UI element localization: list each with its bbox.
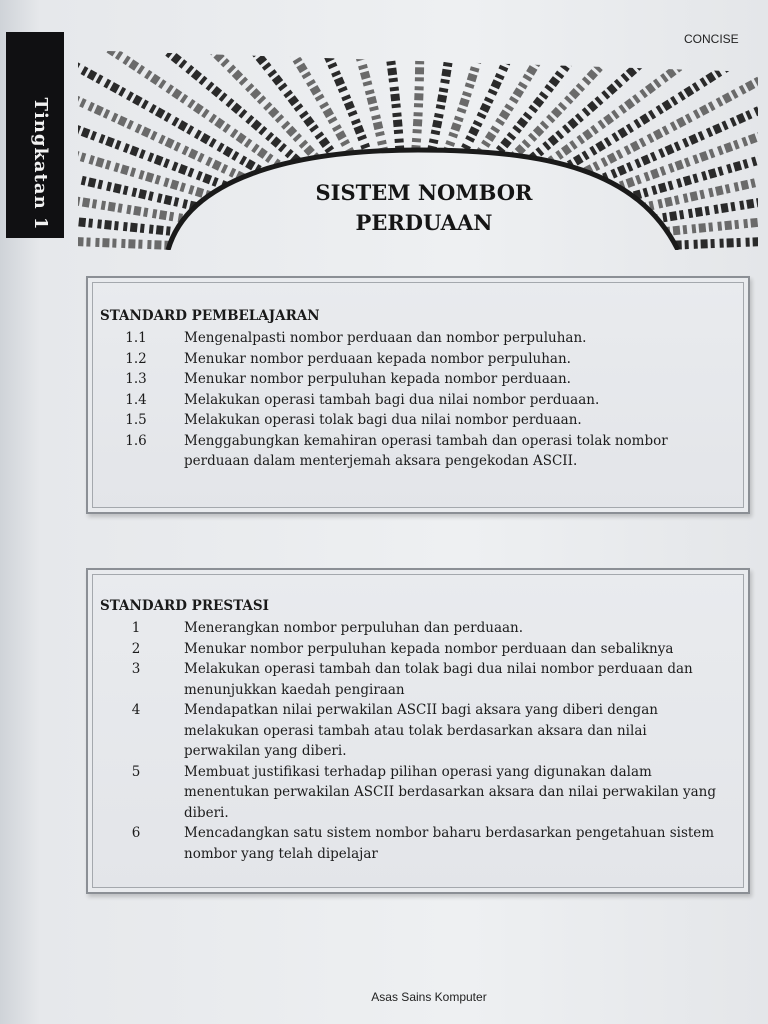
chapter-title-line-1: SISTEM NOMBOR (315, 180, 533, 205)
list-item (88, 390, 748, 411)
list-item (88, 659, 748, 700)
footer-label: Asas Sains Komputer (371, 990, 487, 1004)
list-item (88, 700, 748, 762)
item-text: Mengenalpasti nombor perduaan dan nombor perpuluhan. (184, 330, 587, 346)
list-item (88, 639, 748, 660)
list-item (88, 618, 748, 639)
item-text: Mendapatkan nilai perwakilan ASCII bagi aksara yang diberi dengan melakukan operasi tambah atau tolak berdasarkan aksara dan nilai perwakilan yang diberi. (184, 702, 658, 759)
side-tab-label: Tingkatan 1 (30, 97, 51, 231)
item-number: 4 (131, 702, 141, 718)
list-item (88, 369, 748, 390)
item-number: 1.1 (125, 330, 147, 346)
list-item (88, 823, 748, 864)
item-text: Menukar nombor perpuluhan kepada nombor perduaan dan sebaliknya (184, 640, 674, 657)
item-text: Melakukan operasi tambah bagi dua nilai nombor perduaan. (184, 391, 600, 408)
item-number: 6 (131, 825, 141, 841)
item-text: Mencadangkan satu sistem nombor baharu berdasarkan pengetahuan sistem nombor yang telah dipelajar (184, 825, 715, 862)
list-item (88, 762, 748, 824)
item-text: Menerangkan nombor perpuluhan dan perduaan. (184, 620, 524, 636)
list-item (88, 349, 748, 370)
item-text: Menggabungkan kemahiran operasi tambah dan operasi tolak nombor perduaan dalam menterjemah aksara pengekodan ASCII. (184, 432, 668, 469)
item-number: 1.2 (125, 350, 147, 367)
item-text: Melakukan operasi tambah dan tolak bagi dua nilai nombor perduaan dan menunjukkan kaedah pengiraan (184, 661, 693, 698)
list-item (88, 431, 748, 472)
brand-label: CONCISE (684, 32, 739, 46)
binary-stripe (306, 50, 402, 186)
item-text: Membuat justifikasi terhadap pilihan operasi yang digunakan dalam menentukan perwakilan ASCII berdasarkan aksara dan nilai perwakilan yang diberi. (184, 763, 716, 821)
item-number: 1 (131, 620, 141, 636)
learning-standards-heading: STANDARD PEMBELAJARAN (100, 308, 320, 324)
chapter-title (274, 178, 574, 238)
performance-standards-box (86, 568, 750, 894)
item-number: 2 (131, 640, 141, 657)
learning-standards-box (86, 276, 750, 514)
performance-standards-heading: STANDARD PRESTASI (100, 598, 269, 614)
performance-standards-list (88, 618, 748, 864)
item-number: 1.4 (125, 391, 147, 408)
list-item (88, 328, 748, 349)
item-number: 1.3 (125, 371, 147, 387)
item-number: 1.6 (125, 432, 147, 449)
item-number: 3 (131, 661, 141, 677)
item-text: Menukar nombor perduaan kepada nombor perpuluhan. (184, 350, 571, 367)
item-number: 5 (131, 763, 141, 780)
binary-stripe (381, 50, 420, 185)
learning-standards-list (88, 328, 748, 472)
item-text: Menukar nombor perpuluhan kepada nombor perduaan. (184, 371, 571, 387)
item-number: 1.5 (125, 412, 147, 428)
chapter-title-line-2: PERDUAAN (355, 210, 493, 235)
side-tab (6, 32, 64, 238)
item-text: Melakukan operasi tolak bagi dua nilai nombor perduaan. (184, 412, 582, 428)
list-item (88, 410, 748, 431)
